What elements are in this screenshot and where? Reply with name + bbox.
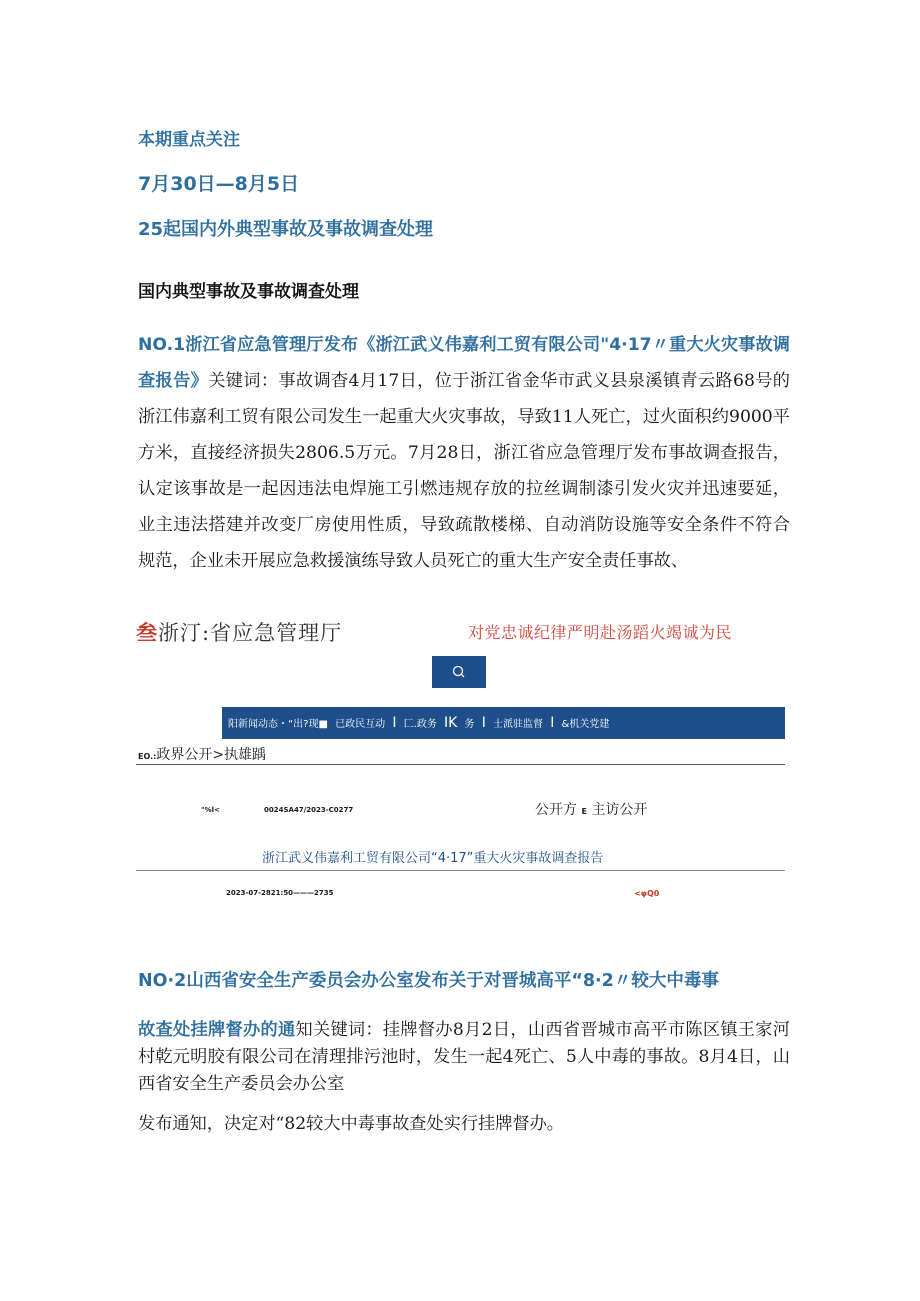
focus-heading: 本期重点关注 — [138, 130, 240, 150]
no1-lead[interactable]: NO.1浙江省应急管理厅发布《浙江武义伟嘉利工贸有限公司"4·17〃重大火灾事故调查报告》 — [138, 335, 790, 391]
nav-item-services-suffix: 务 — [464, 719, 475, 730]
breadcrumb-path[interactable]: 政界公开>执雄踽 — [156, 747, 267, 763]
date-range: 7月30日—8月5日 — [138, 173, 300, 195]
section-title: 国内典型事故及事故调查处理 — [138, 282, 359, 302]
meta-disclosure-value: 主访公开 — [591, 802, 648, 818]
breadcrumb[interactable] — [138, 744, 266, 764]
site-nav-bar — [222, 707, 785, 739]
site-logo-text: 浙汀:省应急管理厅 — [158, 621, 343, 645]
nav-item-affairs[interactable]: 匚.政务 — [403, 719, 437, 730]
search-icon — [451, 664, 467, 680]
site-logo-mark: 叁 — [136, 620, 158, 645]
count-title: 25起国内外典型事故及事故调查处理 — [138, 219, 434, 240]
nav-item-interaction[interactable]: 已政民互动 — [335, 719, 386, 730]
nav-item-news[interactable]: 阳新闻动态・“出?现■ — [228, 719, 328, 730]
nav-item-supervision[interactable]: 士派驻监督 — [493, 719, 544, 730]
nav-divider: I — [392, 715, 397, 731]
nav-item-party[interactable]: &机关党建 — [561, 719, 610, 730]
no1-body: 关键词：事故调杳4月17日，位于浙江省金华市武义县泉溪镇青云路68号的浙江伟嘉利工贸有限公司发生一起重大火灾事故，导致11人死亡，过火面积约9000平方米，直接经济损失2806.5万元。7月28日，浙江省应急管理厅发布事故调查报告，认定该事故是一起因违法电焊施工引燃违规存放的拉丝调制漆引发火灾并迅速要延，业主违法搭建并改变厂房使用性质，导致疏散楼梯、自动消防设施等安全条件不符合规范，企业未开展应急救援演练导致人员死亡的重大生产安全责任事故、 — [138, 371, 790, 571]
divider — [136, 870, 785, 871]
search-button[interactable] — [432, 656, 486, 688]
no2-title[interactable]: NO·2山西省安全生产委员会办公室发布关于对晋城高平“8·2〃较大中毒事 — [138, 971, 719, 991]
article-tools[interactable]: <φQ0 — [634, 889, 660, 898]
meta-disclosure-mark: E — [581, 807, 587, 816]
breadcrumb-prefix: EO.: — [138, 752, 157, 761]
nav-divider: I — [481, 715, 486, 731]
no2-lead[interactable]: 故查处挂牌督办的通 — [138, 1020, 296, 1040]
meta-index-number: 0024SA47/2023-C0277 — [264, 806, 354, 814]
site-slogan: 对党忠诚纪律严明赴汤蹈火竭诚为民 — [468, 623, 733, 642]
meta-disclosure-label: 公开方 — [535, 802, 577, 818]
nav-item-services[interactable]: IK — [444, 715, 458, 731]
meta-disclosure — [535, 799, 647, 819]
site-logo[interactable] — [136, 617, 342, 647]
divider — [136, 764, 785, 765]
no2-ending: 发布通知，决定对“82较大中毒事故查处实行挂牌督办。 — [138, 1114, 564, 1134]
no1-paragraph — [138, 327, 790, 579]
meta-label: "%l< — [201, 806, 220, 814]
article-title[interactable]: 浙江武义伟嘉利工贸有限公司“4·17”重大火灾事故调查报告 — [262, 851, 604, 866]
nav-divider: I — [550, 715, 555, 731]
no2-paragraph — [138, 1017, 790, 1098]
article-date: 2023-07-2821:50———2735 — [226, 889, 334, 897]
no2-body: 知关键词：挂牌督办8月2日，山西省晋城市高平市陈区镇王家河村乾元明胶有限公司在清理排污池时，发生一起4死亡、5人中毒的事故。8月4日，山西省安全生产委员会办公室 — [138, 1020, 790, 1094]
